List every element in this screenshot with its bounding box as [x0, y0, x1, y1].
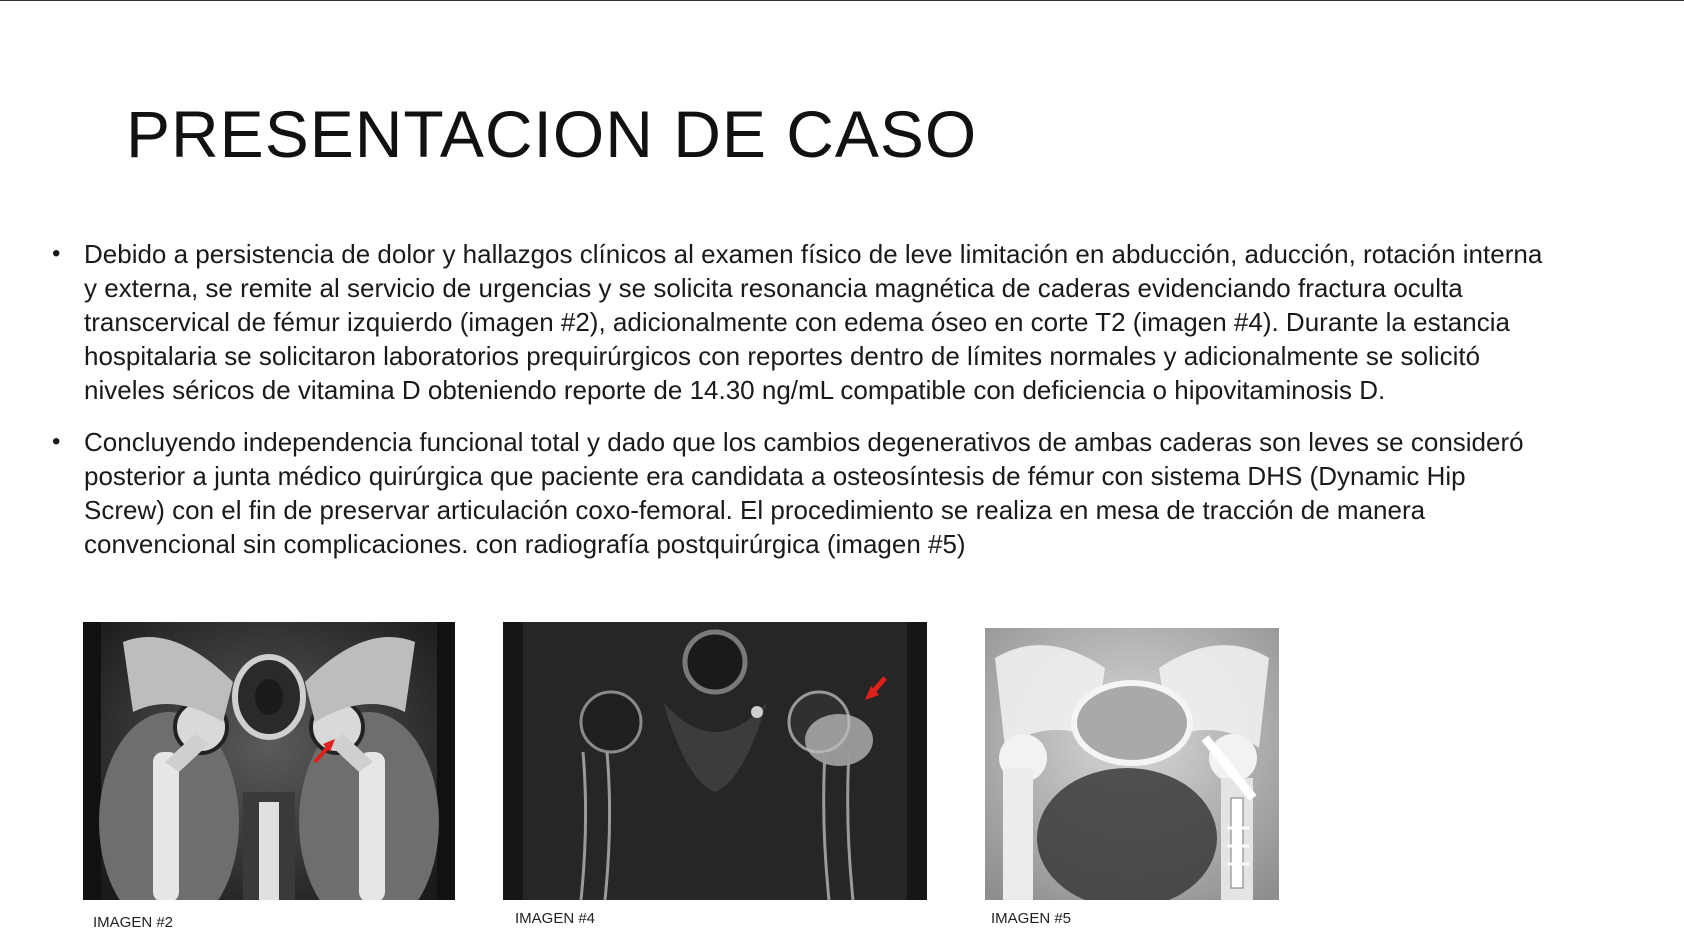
slide-title: PRESENTACION DE CASO: [126, 97, 978, 171]
bullet-item: [52, 425, 1552, 561]
bullet-text: Debido a persistencia de dolor y hallazgos clínicos al examen físico de leve limitación en abducción, aducción, rotación interna y externa, se remite al servicio de urgencias y se solicita resonancia magnética de caderas evidenciando fractura oculta transcervical de fémur izquierdo (imagen #2), adicionalmente con edema óseo en corte T2 (imagen #4). Durante la estancia hospitalaria se solicitaron laboratorios prequirúrgicos con reportes dentro de límites normales y adicionalmente se solicitó niveles séricos de vitamina D obteniendo reporte de 14.30 ng/mL compatible con deficiencia o hipovitaminosis D.: [84, 239, 1543, 405]
bullet-text: Concluyendo independencia funcional total y dado que los cambios degenerativos de ambas caderas son leves se consideró posterior a junta médico quirúrgica que paciente era candidata a osteosíntesis de fémur con sistema DHS (Dynamic Hip Screw) con el fin de preservar articulación coxo-femoral. El procedimiento se realiza en mesa de tracción de manera convencional sin complicaciones. con radiografía postquirúrgica (imagen #5): [84, 427, 1524, 559]
bullet-marker: •: [52, 240, 61, 267]
xray-image: [985, 628, 1279, 900]
figure-mri-t1: [83, 622, 455, 931]
mri-t1-image: [83, 622, 455, 900]
top-border: [0, 0, 1684, 1]
bullet-item: [52, 237, 1552, 407]
bullet-list: [52, 237, 1552, 561]
figure-mri-t2: [503, 622, 927, 927]
figure-caption: IMAGEN #5: [991, 910, 1072, 927]
figure-caption: IMAGEN #2: [93, 914, 174, 931]
figure-caption: IMAGEN #4: [515, 910, 596, 927]
mri-t2-image: [503, 622, 927, 900]
figure-xray: [985, 628, 1279, 927]
bullet-marker: •: [52, 428, 61, 455]
